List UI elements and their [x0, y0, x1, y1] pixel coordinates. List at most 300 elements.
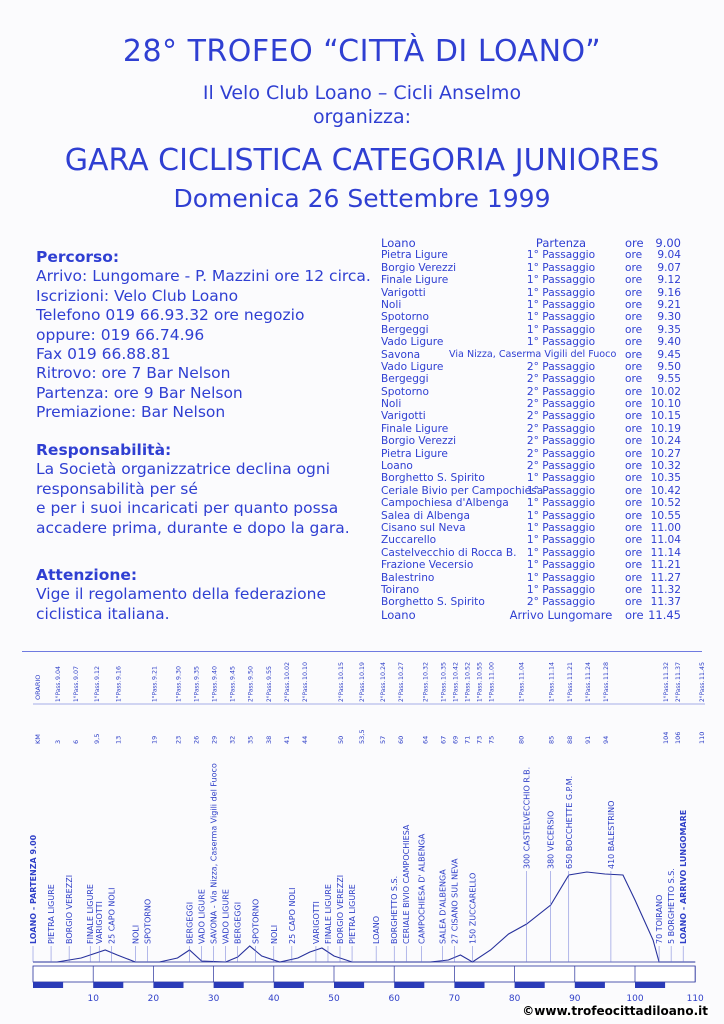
schedule-ore: ore — [625, 447, 643, 460]
schedule-location: Balestrino — [381, 571, 435, 584]
schedule-passage: 2° Passaggio — [526, 410, 596, 423]
pass-label: 1°Pass. — [603, 680, 610, 702]
pass-label: 2°Pass. — [302, 680, 309, 702]
schedule-time: 11.37 — [650, 596, 681, 609]
schedule-location: Zuccarello — [381, 534, 437, 547]
axis-segment — [274, 982, 304, 988]
pass-time: 9.04 — [55, 665, 63, 680]
schedule-passage: 1° Passaggio — [526, 336, 596, 349]
schedule-location: Castelvecchio di Rocca B. — [381, 546, 517, 559]
km-value: 80 — [517, 735, 526, 744]
km-value: 69 — [451, 735, 460, 744]
schedule-time: 9.35 — [657, 323, 681, 336]
schedule-location: Spotorno — [381, 385, 429, 398]
schedule-ore: ore — [625, 398, 643, 411]
schedule-time: 10.35 — [650, 472, 681, 485]
responsabilita-heading: Responsabilità: — [36, 441, 172, 459]
axis-segment — [454, 982, 484, 988]
pass-time: 11.14 — [548, 661, 556, 680]
schedule-ore: ore — [625, 348, 643, 361]
schedule-passage: 1° Passaggio — [526, 497, 596, 510]
responsabilita-line: e per i suoi incaricati per quanto possa — [36, 499, 339, 518]
km-value: 57 — [379, 735, 388, 744]
schedule-ore: ore — [625, 571, 643, 584]
schedule-ore: ore — [625, 484, 643, 497]
schedule-location: Borghetto S. Spirito — [381, 472, 485, 485]
schedule-time: 11.14 — [650, 546, 681, 559]
place-label: SPOTORNO — [143, 898, 153, 944]
axis-segment — [334, 982, 364, 988]
pass-label: 1°Pass. — [230, 680, 237, 702]
pass-time: 10.15 — [338, 661, 345, 680]
pass-time: 11.00 — [488, 661, 496, 680]
percorso-line: Arrivo: Lungomare - P. Mazzini ore 12 circa. — [36, 267, 371, 286]
schedule-time: 10.55 — [650, 509, 681, 522]
percorso-line: Premiazione: Bar Nelson — [36, 403, 226, 422]
schedule-passage: 1° Passaggio — [526, 323, 596, 336]
elevation-line — [33, 872, 695, 962]
schedule-time: 9.21 — [657, 298, 681, 311]
schedule-ore: ore — [625, 336, 643, 349]
place-label: PIETRA LIGURE — [348, 884, 358, 944]
place-label: BORGIO VEREZZI — [65, 874, 75, 944]
schedule-ore: ore — [625, 410, 643, 423]
pass-time: 10.52 — [464, 661, 472, 680]
schedule-ore: ore — [625, 559, 643, 572]
place-label: BERGEGGI — [185, 901, 195, 944]
attenzione-line: Vige il regolamento della federazione — [36, 585, 326, 604]
place-label: SALEA D'ALBENGA — [438, 869, 448, 944]
place-label: 25 CAPO NOLI — [287, 887, 297, 944]
schedule-ore: ore — [625, 323, 643, 336]
schedule-time: 10.42 — [650, 484, 681, 497]
place-label: 410 BALESTRINO — [606, 800, 616, 869]
schedule-passage: 1° Passaggio — [526, 521, 596, 534]
pass-label: 1°Pass. — [477, 680, 484, 702]
axis-frame — [33, 966, 695, 982]
schedule-ore: ore — [625, 607, 644, 622]
pass-time: 9.16 — [115, 665, 123, 680]
schedule-time: 10.02 — [650, 385, 681, 398]
schedule-location: Varigotti — [381, 286, 426, 299]
percorso-line: Ritrovo: ore 7 Bar Nelson — [36, 364, 231, 383]
axis-tick-label: 80 — [508, 994, 521, 1004]
schedule-passage: Via Nizza, Caserma Vigili del Fuoco — [449, 348, 617, 360]
axis-tick-label: 90 — [569, 994, 581, 1004]
schedule-passage: 2° Passaggio — [526, 360, 596, 373]
axis-tick-label: 100 — [626, 994, 644, 1004]
percorso-line: Iscrizioni: Velo Club Loano — [36, 286, 239, 305]
percorso-heading: Percorso: — [36, 248, 120, 266]
schedule-time: 11.32 — [650, 583, 681, 596]
schedule-time: 11.04 — [650, 534, 681, 547]
pass-time: 9.21 — [151, 665, 159, 680]
place-label: BORGHETTO S.S. — [390, 875, 400, 944]
km-value: 71 — [463, 735, 472, 744]
pass-label: 1°Pass. — [585, 680, 592, 702]
pass-label: 2°Pass. — [381, 680, 388, 702]
schedule-location: Salea di Albenga — [381, 509, 470, 522]
schedule-ore: ore — [625, 249, 643, 262]
schedule-passage: 2° Passaggio — [526, 596, 596, 609]
attenzione-heading: Attenzione: — [36, 566, 138, 584]
organizer: Il Velo Club Loano – Cicli Anselmo — [202, 82, 522, 104]
km-value: 88 — [565, 735, 574, 744]
schedule-time: 10.24 — [650, 435, 681, 448]
pass-label: 1°Pass. — [567, 680, 574, 702]
schedule-ore: ore — [625, 435, 643, 448]
place-label: 70 TOIRANO — [655, 894, 665, 944]
schedule-location: Frazione Vecersio — [381, 559, 474, 572]
schedule-time: 9.55 — [657, 373, 681, 386]
schedule-passage: 1° Passaggio — [526, 571, 596, 584]
place-label: CERIALE BIVIO CAMPOCHIESA — [402, 824, 412, 944]
km-value: 32 — [228, 735, 237, 744]
axis-segment — [394, 982, 424, 988]
responsabilita-line: accadere prima, durante e dopo la gara. — [36, 518, 350, 537]
orario-header: ORARIO — [34, 674, 42, 700]
place-label: FINALE LIGURE — [86, 884, 96, 944]
race-date: Domenica 26 Settembre 1999 — [173, 184, 551, 213]
schedule-ore: ore — [625, 497, 643, 510]
schedule-location: Finale Ligure — [381, 274, 449, 287]
pass-time: 10.27 — [398, 661, 406, 680]
schedule-ore: ore — [625, 534, 643, 547]
schedule-passage: 2° Passaggio — [526, 447, 596, 460]
axis-segment — [33, 982, 63, 988]
pass-label: 2°Pass. — [248, 680, 255, 702]
schedule-passage: 1° Passaggio — [526, 249, 596, 262]
place-label: LOANO - PARTENZA 9.00 — [29, 834, 38, 944]
pass-label: 1°Pass. — [116, 680, 123, 702]
schedule-passage: 2° Passaggio — [526, 385, 596, 398]
schedule-time: 9.00 — [655, 236, 681, 250]
schedule-location: Savona — [381, 348, 421, 361]
place-label: VARIGOTTI — [311, 901, 321, 944]
schedule-ore: ore — [625, 596, 643, 609]
pass-time: 10.35 — [440, 661, 448, 680]
axis-tick-label: 40 — [268, 994, 280, 1004]
schedule-passage: 1° Passaggio — [526, 311, 596, 324]
schedule-time: 9.40 — [657, 336, 681, 349]
race-title: 28° TROFEO “CITTÀ DI LOANO” — [122, 34, 602, 69]
pass-label: 1°Pass. — [95, 680, 102, 702]
pass-label: 1°Pass. — [176, 680, 183, 702]
schedule-ore: ore — [625, 373, 643, 386]
schedule-passage: 1° Passaggio — [526, 286, 596, 299]
schedule-passage: 1° Passaggio — [526, 484, 596, 497]
schedule-ore: ore — [625, 472, 643, 485]
schedule-ore: ore — [625, 298, 643, 311]
schedule-time: 9.50 — [657, 360, 681, 373]
pass-time: 9.55 — [265, 665, 273, 680]
schedule-ore: ore — [625, 311, 643, 324]
place-label: SPOTORNO — [251, 898, 261, 944]
schedule-location: Vado Ligure — [381, 336, 444, 349]
schedule-ore: ore — [625, 286, 643, 299]
pass-time: 9.07 — [73, 665, 81, 680]
pass-label: 2°Pass. — [423, 680, 430, 702]
pass-label: 1°Pass. — [74, 680, 81, 702]
schedule-passage: 2° Passaggio — [526, 373, 596, 386]
pass-time: 10.42 — [452, 661, 460, 680]
pass-time: 9.35 — [193, 665, 201, 680]
schedule-location: Varigotti — [381, 410, 426, 423]
schedule-time: 11.45 — [648, 607, 681, 622]
percorso-line: Partenza: ore 9 Bar Nelson — [36, 383, 243, 402]
km-value: 13 — [114, 735, 123, 744]
km-value: 50 — [337, 735, 345, 744]
km-value: 19 — [150, 735, 159, 744]
place-label: PIETRA LIGURE — [47, 884, 57, 944]
schedule-time: 11.00 — [650, 521, 681, 534]
schedule-location: Borgio Verezzi — [381, 261, 457, 274]
pass-label: 1°Pass. — [549, 680, 556, 702]
pass-time: 9.30 — [175, 665, 183, 680]
schedule-time: 11.27 — [650, 571, 681, 584]
schedule-location: Loano — [381, 460, 413, 473]
schedule-passage: 2° Passaggio — [526, 422, 596, 435]
place-label: 300 CASTELVECCHIO R.B. — [522, 766, 532, 869]
pass-time: 10.10 — [301, 661, 309, 680]
axis-tick-label: 10 — [87, 994, 99, 1004]
axis-segment — [515, 982, 545, 988]
schedule-location: Toirano — [381, 583, 420, 596]
schedule-location: Spotorno — [381, 311, 429, 324]
km-value: 64 — [421, 735, 430, 744]
schedule-ore: ore — [625, 360, 643, 373]
km-value: 94 — [601, 735, 610, 744]
km-value: 73 — [475, 735, 484, 744]
schedule-time: 9.04 — [657, 249, 681, 262]
schedule-ore: ore — [625, 509, 643, 522]
pass-label: 1°Pass. — [56, 680, 63, 702]
schedule-passage: 1° Passaggio — [526, 472, 596, 485]
schedule-ore: ore — [625, 521, 643, 534]
schedule-passage: Partenza — [535, 236, 587, 250]
place-label: VADO LIGURE — [221, 889, 231, 944]
pass-time: 10.02 — [283, 661, 291, 680]
axis-tick-label: 20 — [147, 994, 160, 1004]
km-value: 67 — [439, 735, 448, 744]
km-value: 35 — [246, 735, 255, 744]
pass-time: 11.32 — [663, 661, 671, 680]
km-header: KM — [34, 734, 42, 744]
pass-label: 2°Pass. — [399, 680, 406, 702]
pass-time: 9.45 — [229, 665, 237, 680]
place-label: 27 CISANO SUL NEVA — [450, 858, 460, 944]
place-label: 650 BOCCHETTE G.P.M. — [564, 775, 574, 869]
pass-time: 9.12 — [94, 665, 102, 680]
schedule-location: Pietra Ligure — [381, 249, 448, 262]
place-label: BORGIO VEREZZI — [336, 874, 346, 944]
schedule-ore: ore — [625, 385, 643, 398]
pass-label: 1°Pass. — [664, 680, 671, 702]
place-label: 5 BORGHETTO S.S. — [667, 868, 677, 944]
km-value: 75 — [487, 735, 496, 744]
km-value: 38 — [264, 735, 273, 744]
percorso-line: Fax 019 66.88.81 — [36, 345, 171, 364]
pass-label: 2°Pass. — [339, 680, 345, 702]
pass-time: 9.50 — [247, 665, 255, 680]
schedule-time: 9.45 — [657, 348, 681, 361]
schedule-time: 9.12 — [657, 274, 681, 287]
pass-time: 11.21 — [566, 661, 574, 680]
schedule-ore: ore — [625, 236, 644, 250]
schedule-ore: ore — [625, 274, 643, 287]
schedule-time: 10.15 — [650, 410, 681, 423]
schedule-time: 9.30 — [657, 311, 681, 324]
km-value: 110 — [698, 731, 707, 744]
pass-label: 1°Pass. — [519, 680, 526, 702]
schedule-passage: 1° Passaggio — [526, 509, 596, 522]
responsabilita-line: La Società organizzatrice declina ogni — [36, 460, 331, 479]
axis-tick-label: 30 — [207, 994, 220, 1004]
axis-tick-label: 110 — [686, 994, 704, 1004]
race-category: GARA CICLISTICA CATEGORIA JUNIORES — [64, 143, 660, 178]
pass-time: 11.04 — [518, 661, 526, 680]
km-value: 44 — [300, 735, 309, 744]
axis-segment — [93, 982, 123, 988]
pass-time: 11.28 — [602, 661, 610, 680]
pass-time: 10.24 — [380, 661, 388, 680]
schedule-passage: 2° Passaggio — [526, 435, 596, 448]
percorso-line: oppure: 019 66.74.96 — [36, 325, 205, 344]
schedule-passage: 2° Passaggio — [526, 460, 596, 473]
axis-segment — [153, 982, 183, 988]
schedule-passage: 1° Passaggio — [526, 583, 596, 596]
schedule-ore: ore — [625, 422, 643, 435]
axis-segment — [214, 982, 244, 988]
km-value: 106 — [674, 731, 683, 744]
organizza-label: organizza: — [312, 106, 412, 128]
place-label: BERGEGGI — [233, 901, 243, 944]
schedule-time: 9.07 — [657, 261, 681, 274]
attenzione-line: ciclistica italiana. — [36, 604, 170, 623]
schedule-location: Pietra Ligure — [381, 447, 448, 460]
schedule-location: Ceriale Bivio per Campochiesa — [381, 484, 544, 497]
schedule-location: Cisano sul Neva — [381, 521, 466, 534]
km-value: 3 — [54, 739, 63, 744]
schedule-location: Finale Ligure — [381, 422, 449, 435]
pass-label: 1°Pass. — [212, 680, 219, 702]
schedule-location: Noli — [381, 398, 402, 411]
place-label: NOLI — [269, 924, 279, 944]
schedule-passage: 1° Passaggio — [526, 534, 596, 547]
place-label: VARIGOTTI — [95, 901, 105, 944]
place-label: 25 CAPO NOLI — [107, 887, 117, 944]
km-value: 29 — [210, 735, 219, 744]
pass-time: 11.24 — [584, 661, 592, 680]
km-value: 6 — [72, 739, 81, 744]
percorso-line: Telefono 019 66.93.32 ore negozio — [36, 306, 305, 325]
schedule-passage: 2° Passaggio — [526, 398, 596, 411]
pass-time: 11.37 — [675, 661, 683, 680]
schedule-location: Loano — [381, 607, 416, 622]
km-value: 104 — [662, 731, 671, 744]
pass-label: 1°Pass. — [489, 680, 496, 702]
axis-segment — [635, 982, 665, 988]
place-label: LOANO — [372, 915, 382, 944]
place-label: 150 ZUCCARELLO — [468, 872, 478, 944]
schedule-location: Bergeggi — [381, 373, 429, 386]
schedule-location: Loano — [381, 236, 416, 250]
place-label: SAVONA - Via Nizza, Caserma Vigili del Fuoco — [209, 763, 219, 944]
pass-time: 10.19 — [359, 661, 367, 680]
schedule-time: 9.16 — [657, 286, 681, 299]
km-value: 60 — [397, 735, 406, 744]
pass-label: 2°Pass. — [676, 680, 683, 702]
pass-label: 2°Pass. — [284, 680, 291, 702]
axis-segment — [575, 982, 605, 988]
schedule-time: 11.21 — [650, 559, 681, 572]
pass-time: 11.45 — [699, 661, 707, 680]
pass-time: 9.40 — [211, 665, 219, 680]
km-value: 41 — [282, 735, 291, 744]
place-label: NOLI — [131, 924, 141, 944]
pass-label: 2°Pass. — [360, 680, 367, 702]
schedule-ore: ore — [625, 261, 643, 274]
pass-label: 1°Pass. — [152, 680, 159, 702]
pass-label: 1°Pass. — [441, 680, 448, 702]
place-label: LOANO - ARRIVO LUNGOMARE — [679, 809, 689, 944]
website-credit: ©www.trofeocittadiloano.it — [522, 1004, 708, 1018]
schedule-passage: 1° Passaggio — [526, 559, 596, 572]
axis-tick-label: 50 — [328, 994, 340, 1004]
schedule-time: 10.27 — [650, 447, 681, 460]
pass-label: 1°Pass. — [194, 680, 201, 702]
pass-label: 1°Pass. — [465, 680, 472, 702]
schedule-passage: 1° Passaggio — [526, 546, 596, 559]
schedule-passage: 1° Passaggio — [526, 274, 596, 287]
axis-tick-label: 70 — [448, 994, 461, 1004]
km-value: 53,5 — [358, 729, 367, 744]
schedule-passage: Arrivo Lungomare — [509, 607, 613, 622]
km-value: 23 — [174, 735, 183, 744]
schedule-location: Vado Ligure — [381, 360, 444, 373]
pass-label: 1°Pass. — [453, 680, 460, 702]
schedule-passage: 1° Passaggio — [526, 298, 596, 311]
schedule-location: Campochiesa d'Albenga — [381, 497, 509, 510]
place-label: VADO LIGURE — [197, 889, 207, 944]
pass-label: 2°Pass. — [700, 680, 707, 702]
schedule-ore: ore — [625, 546, 643, 559]
schedule-time: 10.19 — [650, 422, 681, 435]
schedule-passage: 1° Passaggio — [526, 261, 596, 274]
place-label: 380 VECERSIO — [546, 810, 556, 869]
place-label: FINALE LIGURE — [323, 884, 333, 944]
place-label: CAMPOCHIESA D' ALBENGA — [417, 833, 427, 944]
schedule-location: Bergeggi — [381, 323, 429, 336]
pass-time: 10.32 — [422, 661, 430, 680]
schedule-ore: ore — [625, 583, 643, 596]
pass-time: 10.55 — [476, 661, 484, 680]
schedule-ore: ore — [625, 460, 643, 473]
schedule-time: 10.52 — [650, 497, 681, 510]
schedule-location: Borghetto S. Spirito — [381, 596, 485, 609]
schedule-time: 10.10 — [650, 398, 681, 411]
schedule-location: Borgio Verezzi — [381, 435, 457, 448]
km-value: 26 — [192, 735, 201, 744]
schedule-location: Noli — [381, 298, 402, 311]
km-value: 9,5 — [93, 733, 102, 744]
schedule-time: 10.32 — [650, 460, 681, 473]
axis-tick-label: 60 — [388, 994, 400, 1004]
responsabilita-line: responsabilità per sé — [36, 479, 198, 498]
km-value: 85 — [547, 735, 556, 744]
pass-label: 2°Pass. — [266, 680, 273, 702]
km-value: 91 — [583, 735, 592, 744]
